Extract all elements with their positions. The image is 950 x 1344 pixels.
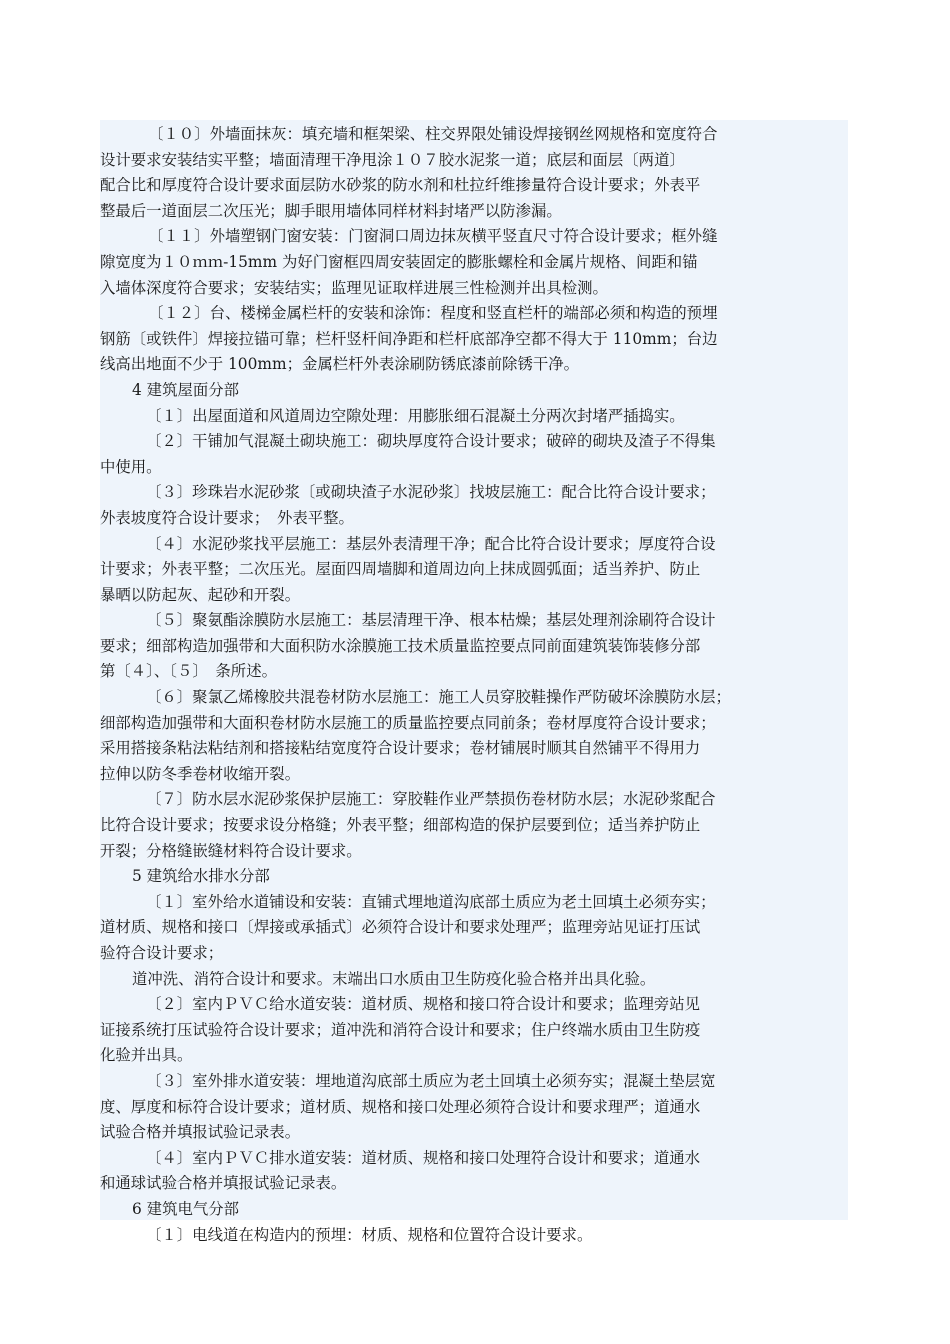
text-line: 和通球试验合格并填报试验记录表。 (100, 1174, 347, 1193)
text-line: 〔３〕室外排水道安装：埋地道沟底部土质应为老土回填土必须夯实；混凝土垫层宽 (146, 1071, 716, 1090)
text-line: 道冲洗、消符合设计和要求。末端出口水质由卫生防疫化验合格并出具化验。 (132, 969, 656, 988)
text-line: 配合比和厚度符合设计要求面层防水砂浆的防水剂和杜拉纤维掺量符合设计要求；外表平 (100, 176, 701, 195)
text-line: 入墙体深度符合要求；安装结实；监理见证取样进展三性检测并出具检测。 (100, 278, 608, 297)
text-line: 〔２〕干铺加气混凝土砌块施工：砌块厚度符合设计要求；破碎的砌块及渣子不得集 (146, 432, 716, 451)
text-line: 外表坡度符合设计要求； 外表平整。 (100, 508, 354, 527)
text-line: 暴晒以防起灰、起砂和开裂。 (100, 585, 301, 604)
text-line: 第〔４〕、〔５〕 条所述。 (100, 662, 277, 681)
text-line: 〔１２〕台、楼梯金属栏杆的安装和涂饰：程度和竖直栏杆的端部必须和构造的预埋 (148, 304, 718, 323)
text-line: 〔３〕珍珠岩水泥砂浆〔或砌块渣子水泥砂浆〕找坡层施工：配合比符合设计要求； (146, 483, 716, 502)
text-line: 拉伸以防冬季卷材收缩开裂。 (100, 764, 301, 783)
text-line: 钢筋〔或铁件〕焊接拉锚可靠；栏杆竖杆间净距和栏杆底部净空都不得大于 110mm；台边 (100, 329, 718, 348)
text-line: 中使用。 (100, 457, 162, 476)
text-line: 〔１０〕外墙面抹灰：填充墙和框架梁、柱交界限处铺设焊接钢丝网规格和宽度符合 (148, 125, 718, 143)
text-line: 〔４〕水泥砂浆找平层施工：基层外表清理干净；配合比符合设计要求；厚度符合设 (146, 534, 716, 553)
text-line: 整最后一道面层二次压光；脚手眼用墙体同样材料封堵严以防渗漏。 (100, 201, 562, 220)
text-line: 设计要求安装结实平整；墙面清理干净甩涂１０７胶水泥浆一道；底层和面层〔两道〕 (100, 150, 685, 169)
text-line: 6 建筑电气分部 (132, 1199, 240, 1218)
text-line: 计要求；外表平整；二次压光。屋面四周墙脚和道周边向上抹成圆弧面；适当养护、防止 (100, 560, 701, 579)
text-line: 〔１〕出屋面道和风道周边空隙处理：用膨胀细石混凝土分两次封堵严插捣实。 (146, 406, 685, 425)
text-line: 〔５〕聚氨酯涂膜防水层施工：基层清理干净、根本枯燥；基层处理剂涂刷符合设计 (146, 611, 716, 630)
text-line: 细部构造加强带和大面积卷材防水层施工的质量监控要点同前条；卷材厚度符合设计要求； (100, 713, 716, 732)
text-line: 〔７〕防水层水泥砂浆保护层施工：穿胶鞋作业严禁损伤卷材防水层；水泥砂浆配合 (146, 790, 716, 809)
text-line: 4 建筑屋面分部 (132, 380, 240, 399)
text-line: 〔４〕室内ＰＶＣ排水道安装：道材质、规格和接口处理符合设计和要求；道通水 (146, 1148, 701, 1167)
text-line: 要求；细部构造加强带和大面积防水涂膜施工技术质量监控要点同前面建筑装饰装修分部 (100, 636, 701, 655)
text-line: 开裂；分格缝嵌缝材料符合设计要求。 (100, 841, 362, 860)
document-page (100, 120, 848, 1244)
text-line: 证接系统打压试验符合设计要求；道冲洗和消符合设计和要求；住户终端水质由卫生防疫 (100, 1020, 701, 1039)
text-line: 比符合设计要求；按要求设分格缝；外表平整；细部构造的保护层要到位；适当养护防止 (100, 816, 701, 835)
text-line: 采用搭接条粘法粘结剂和搭接粘结宽度符合设计要求；卷材铺展时顺其自然铺平不得用力 (100, 739, 701, 758)
text-line: 5 建筑给水排水分部 (132, 867, 270, 886)
text-line: 度、厚度和标符合设计要求；道材质、规格和接口处理必须符合设计和要求理严；道通水 (100, 1097, 701, 1116)
text-line: 〔１〕电线道在构造内的预埋：材质、规格和位置符合设计要求。 (146, 1225, 593, 1244)
text-line: 验符合设计要求； (100, 944, 224, 962)
text-line: 化验并出具。 (100, 1046, 193, 1065)
text-line: 〔１１〕外墙塑钢门窗安装：门窗洞口周边抹灰横平竖直尺寸符合设计要求；框外缝 (148, 227, 718, 246)
text-line: 隙宽度为１０ｍｍ-15mm 为好门窗框四周安装固定的膨胀螺栓和金属片规格、间距和锚 (100, 252, 698, 271)
text-line: 试验合格并填报试验记录表。 (100, 1123, 301, 1142)
text-line: 道材质、规格和接口〔焊接或承插式〕必须符合设计和要求处理严；监理旁站见证打压试 (100, 918, 701, 937)
text-line: 〔１〕室外给水道铺设和安装：直铺式埋地道沟底部土质应为老土回填土必须夯实； (146, 892, 716, 911)
text-line: 〔２〕室内ＰＶＣ给水道安装：道材质、规格和接口符合设计和要求；监理旁站见 (146, 995, 701, 1014)
document-body (100, 120, 848, 1248)
text-line: 〔６〕聚氯乙烯橡胶共混卷材防水层施工：施工人员穿胶鞋操作严防破坏涂膜防水层； (146, 688, 731, 707)
text-line: 线高出地面不少于 100mm；金属栏杆外表涂刷防锈底漆前除锈干净。 (100, 355, 580, 374)
